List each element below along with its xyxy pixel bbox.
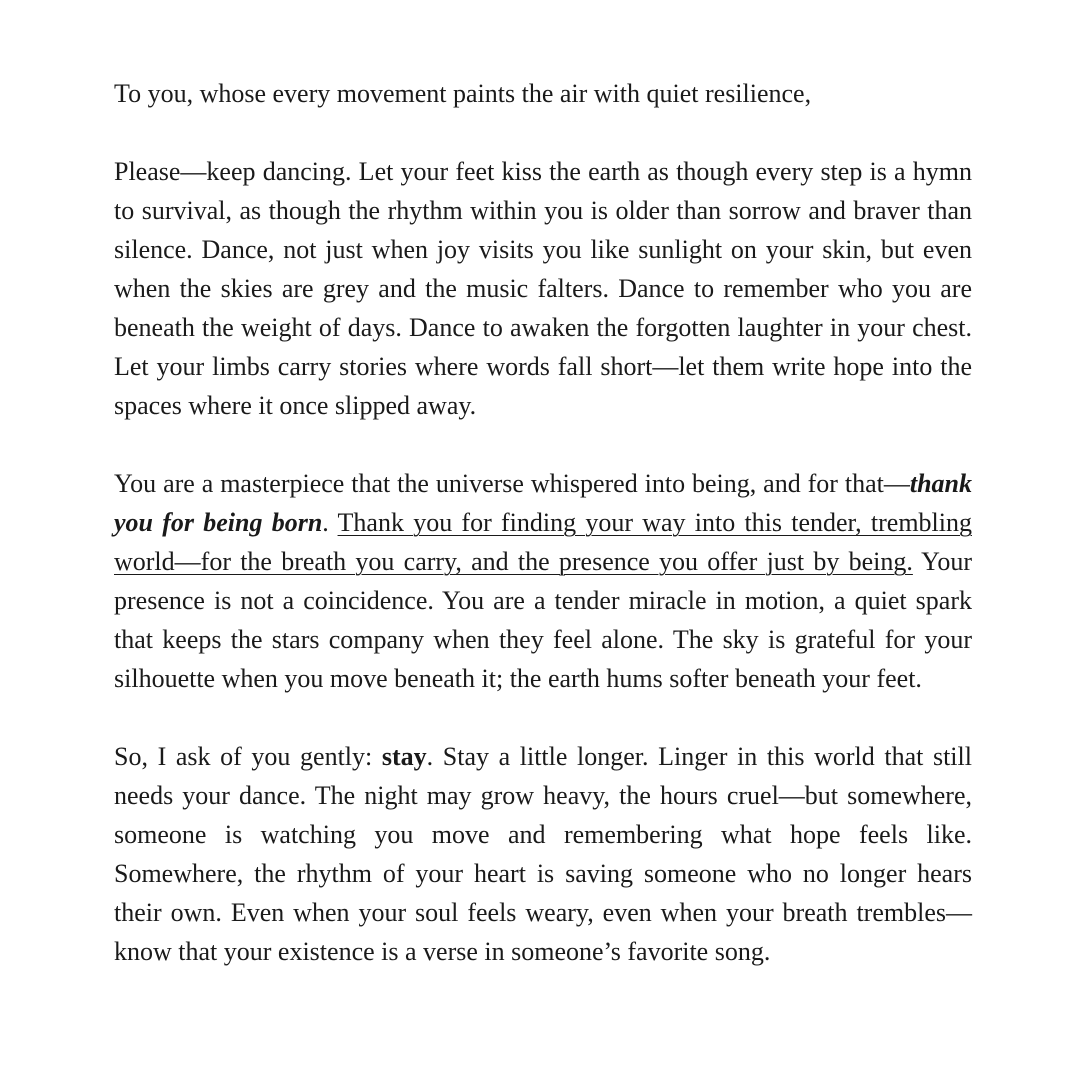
letter-greeting: To you, whose every movement paints the air with quiet resilience, bbox=[114, 79, 812, 108]
letter-body bbox=[114, 74, 972, 971]
thank-you-emphasis: thank you for being born bbox=[114, 469, 972, 537]
masterpiece-rest: Your presence is not a coincidence. You are a tender miracle in motion, a quiet spark that keeps the stars company when they feel alone. The sky is grateful for your silhouette when you move beneath it; the earth hums softer beneath your feet. bbox=[114, 547, 972, 693]
paragraph-keep-dancing: Please—keep dancing. Let your feet kiss the earth as though every step is a hymn to survival, as though the rhythm within you is older than sorrow and braver than silence. Dance, not just when joy visits you like sunlight on your skin, but even when the skies are grey and the music falters. Dance to remember who you are beneath the weight of days. Dance to awaken the forgotten laughter in your chest. Let your limbs carry stories where words fall short—let them write hope into the spaces where it once slipped away. bbox=[114, 157, 972, 420]
paragraph-stay bbox=[114, 737, 972, 971]
paragraph-masterpiece bbox=[114, 464, 972, 698]
masterpiece-intro: You are a masterpiece that the universe whispered into being, and for that— bbox=[114, 469, 910, 498]
underlined-thanks: Thank you for finding your way into this tender, trembling world—for the breath you carry, and the presence you offer just by being. bbox=[114, 508, 972, 576]
stay-emphasis: stay bbox=[381, 742, 427, 771]
stay-intro: So, I ask of you gently: bbox=[114, 742, 382, 771]
stay-rest: . Stay a little longer. Linger in this world that still needs your dance. The night may grow heavy, the hours cruel—but somewhere, someone is watching you move and remembering what hope feels like. Somewhere, the rhythm of your heart is saving someone who no longer hears their own. Even when your soul feels weary, even when your breath trembles—know that your existence is a verse in someone’s favorite song. bbox=[114, 742, 972, 966]
emphasis-trailing: . bbox=[322, 508, 338, 537]
